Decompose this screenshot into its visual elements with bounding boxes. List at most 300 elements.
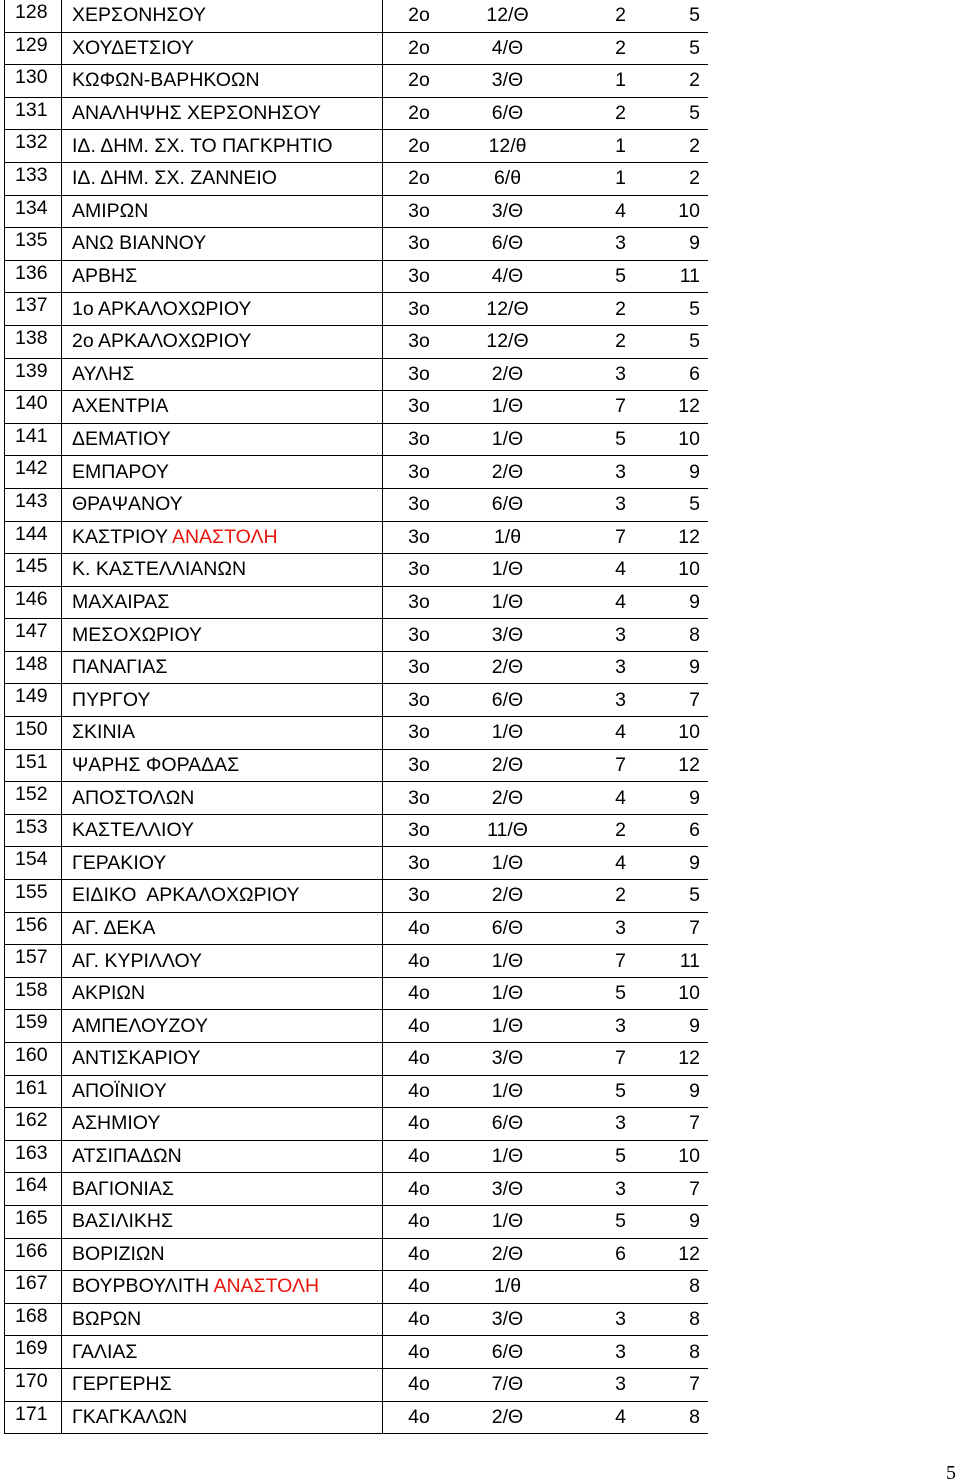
positions-cell: 3/Θ: [455, 65, 560, 98]
row-number: 150: [5, 717, 62, 750]
school-name-cell: [62, 97, 383, 130]
school-name-cell: [62, 358, 383, 391]
value-a-cell: 5: [560, 423, 626, 456]
value-a-cell: 3: [560, 912, 626, 945]
school-name-cell: [62, 1336, 383, 1369]
row-number: 160: [5, 1043, 62, 1076]
value-b-cell: 5: [626, 97, 708, 130]
school-name: ΨΑΡΗΣ ΦΟΡΑΔΑΣ: [72, 753, 240, 776]
row-number: 136: [5, 260, 62, 293]
school-name: ΒΑΣΙΛΙΚΗΣ: [72, 1210, 174, 1233]
school-name-cell: [62, 162, 383, 195]
value-b-cell: 2: [626, 130, 708, 163]
row-number: 157: [5, 945, 62, 978]
table-row: [5, 1108, 709, 1141]
school-name-cell: [62, 1401, 383, 1434]
table-row: [5, 749, 709, 782]
positions-cell: 3/Θ: [455, 1173, 560, 1206]
table-row: [5, 1271, 709, 1304]
row-number: 165: [5, 1205, 62, 1238]
school-name-cell: [62, 456, 383, 489]
table-row: [5, 488, 709, 521]
school-name-cell: [62, 1238, 383, 1271]
school-name-cell: [62, 684, 383, 717]
row-number: 158: [5, 977, 62, 1010]
row-number: 168: [5, 1303, 62, 1336]
table-row: [5, 195, 709, 228]
positions-cell: 1/Θ: [455, 423, 560, 456]
table-row: [5, 293, 709, 326]
grade-cell: 3ο: [383, 651, 456, 684]
school-name-cell: [62, 32, 383, 65]
grade-cell: 3ο: [383, 749, 456, 782]
value-a-cell: 7: [560, 1043, 626, 1076]
row-number: 156: [5, 912, 62, 945]
grade-cell: 3ο: [383, 488, 456, 521]
grade-cell: 4ο: [383, 1271, 456, 1304]
row-number: 141: [5, 423, 62, 456]
grade-cell: 4ο: [383, 1368, 456, 1401]
school-name: ΘΡΑΨΑΝΟΥ: [72, 493, 183, 516]
row-number: 142: [5, 456, 62, 489]
school-name-cell: [62, 847, 383, 880]
value-b-cell: 12: [626, 521, 708, 554]
school-name-cell: [62, 1368, 383, 1401]
value-b-cell: 8: [626, 1303, 708, 1336]
school-name-cell: [62, 521, 383, 554]
table-row: [5, 847, 709, 880]
value-a-cell: 3: [560, 1368, 626, 1401]
row-number: 164: [5, 1173, 62, 1206]
positions-cell: 1/Θ: [455, 1205, 560, 1238]
table-row: [5, 391, 709, 424]
grade-cell: 2ο: [383, 0, 456, 32]
row-number: 145: [5, 554, 62, 587]
value-b-cell: 11: [626, 260, 708, 293]
grade-cell: 2ο: [383, 162, 456, 195]
value-a-cell: 3: [560, 1108, 626, 1141]
row-number: 148: [5, 651, 62, 684]
school-name: ΑΓ. ΔΕΚΑ: [72, 916, 156, 939]
school-name: ΑΝΑΛΗΨΗΣ ΧΕΡΣΟΝΗΣΟΥ: [72, 102, 322, 125]
value-b-cell: 5: [626, 488, 708, 521]
row-number: 146: [5, 586, 62, 619]
row-number: 152: [5, 782, 62, 815]
school-name: ΣΚΙΝΙΑ: [72, 721, 135, 744]
school-name-cell: [62, 130, 383, 163]
positions-cell: 6/Θ: [455, 228, 560, 261]
school-name: ΧΕΡΣΟΝΗΣΟΥ: [72, 4, 207, 27]
school-name: ΑΧΕΝΤΡΙΑ: [72, 395, 169, 418]
value-a-cell: 2: [560, 0, 626, 32]
row-number: 130: [5, 65, 62, 98]
school-name-cell: [62, 0, 383, 32]
value-a-cell: 4: [560, 847, 626, 880]
row-number: 144: [5, 521, 62, 554]
grade-cell: 4ο: [383, 977, 456, 1010]
value-b-cell: 8: [626, 1271, 708, 1304]
value-b-cell: 9: [626, 847, 708, 880]
table-row: [5, 717, 709, 750]
row-number: 171: [5, 1401, 62, 1434]
positions-cell: 6/Θ: [455, 1108, 560, 1141]
positions-cell: 6/θ: [455, 162, 560, 195]
row-number: 153: [5, 814, 62, 847]
grade-cell: 4ο: [383, 1401, 456, 1434]
school-name-cell: [62, 260, 383, 293]
grade-cell: 2ο: [383, 32, 456, 65]
row-number: 128: [5, 0, 62, 32]
value-a-cell: 3: [560, 456, 626, 489]
school-name-cell: [62, 1108, 383, 1141]
positions-cell: 1/Θ: [455, 586, 560, 619]
value-b-cell: 11: [626, 945, 708, 978]
school-name: ΒΟΥΡΒΟΥΛΙΤΗ: [72, 1275, 214, 1298]
table-row: [5, 782, 709, 815]
school-name-cell: [62, 814, 383, 847]
table-row: [5, 814, 709, 847]
value-a-cell: 1: [560, 162, 626, 195]
value-a-cell: 7: [560, 391, 626, 424]
positions-cell: 4/Θ: [455, 32, 560, 65]
school-name-cell: [62, 651, 383, 684]
positions-cell: 12/Θ: [455, 293, 560, 326]
positions-cell: 1/Θ: [455, 1010, 560, 1043]
row-number: 151: [5, 749, 62, 782]
table-row: [5, 945, 709, 978]
value-a-cell: 5: [560, 1140, 626, 1173]
value-b-cell: 9: [626, 228, 708, 261]
table-row: [5, 228, 709, 261]
school-name: ΑΤΣΙΠΑΔΩΝ: [72, 1145, 182, 1168]
grade-cell: 4ο: [383, 1043, 456, 1076]
positions-cell: 4/Θ: [455, 260, 560, 293]
table-row: [5, 423, 709, 456]
school-name-cell: [62, 1205, 383, 1238]
value-b-cell: 12: [626, 749, 708, 782]
school-name-cell: [62, 977, 383, 1010]
school-name: ΜΑΧΑΙΡΑΣ: [72, 590, 170, 613]
school-name: ΑΚΡΙΩΝ: [72, 982, 146, 1005]
value-a-cell: 4: [560, 782, 626, 815]
value-b-cell: 12: [626, 1238, 708, 1271]
row-number: 161: [5, 1075, 62, 1108]
school-name: ΑΡΒΗΣ: [72, 265, 138, 288]
suspension-note: ΑΝΑΣΤΟΛΗ: [213, 1275, 320, 1298]
row-number: 129: [5, 32, 62, 65]
school-name-cell: [62, 912, 383, 945]
table-row: [5, 1238, 709, 1271]
school-name: ΕΜΠΑΡΟΥ: [72, 460, 169, 483]
value-b-cell: 10: [626, 977, 708, 1010]
grade-cell: 2ο: [383, 65, 456, 98]
value-b-cell: 12: [626, 1043, 708, 1076]
positions-cell: 6/Θ: [455, 97, 560, 130]
positions-cell: 12/Θ: [455, 0, 560, 32]
row-number: 133: [5, 162, 62, 195]
school-name-cell: [62, 293, 383, 326]
value-b-cell: 10: [626, 554, 708, 587]
table-row: [5, 912, 709, 945]
value-b-cell: 9: [626, 456, 708, 489]
value-a-cell: 4: [560, 586, 626, 619]
value-a-cell: 4: [560, 195, 626, 228]
school-name: ΑΜΠΕΛΟΥΖΟΥ: [72, 1014, 208, 1037]
school-name: ΙΔ. ΔΗΜ. ΣΧ. ΤΟ ΠΑΓΚΡΗΤΙΟ: [72, 134, 333, 157]
table-row: [5, 260, 709, 293]
value-a-cell: 3: [560, 228, 626, 261]
school-name: ΑΠΟΣΤΟΛΩΝ: [72, 786, 195, 809]
value-a-cell: 2: [560, 325, 626, 358]
table-row: [5, 456, 709, 489]
value-b-cell: 7: [626, 1108, 708, 1141]
value-a-cell: 7: [560, 521, 626, 554]
grade-cell: 3ο: [383, 260, 456, 293]
positions-cell: 12/Θ: [455, 325, 560, 358]
value-b-cell: 6: [626, 358, 708, 391]
positions-cell: 1/Θ: [455, 554, 560, 587]
table-row: [5, 1303, 709, 1336]
grade-cell: 3ο: [383, 456, 456, 489]
grade-cell: 3ο: [383, 195, 456, 228]
positions-cell: 1/Θ: [455, 717, 560, 750]
school-name: ΒΟΡΙΖΙΩΝ: [72, 1242, 165, 1265]
value-b-cell: 2: [626, 65, 708, 98]
value-b-cell: 12: [626, 391, 708, 424]
school-name-cell: [62, 945, 383, 978]
table-row: [5, 977, 709, 1010]
grade-cell: 3ο: [383, 228, 456, 261]
school-name-cell: [62, 1010, 383, 1043]
table-row: [5, 32, 709, 65]
row-number: 132: [5, 130, 62, 163]
grade-cell: 3ο: [383, 619, 456, 652]
row-number: 134: [5, 195, 62, 228]
value-a-cell: 3: [560, 619, 626, 652]
suspension-note: ΑΝΑΣΤΟΛΗ: [171, 525, 278, 548]
value-b-cell: 8: [626, 619, 708, 652]
grade-cell: 2ο: [383, 97, 456, 130]
school-name: 1ο ΑΡΚΑΛΟΧΩΡΙΟΥ: [72, 297, 252, 320]
value-b-cell: 9: [626, 651, 708, 684]
value-a-cell: 3: [560, 488, 626, 521]
row-number: 155: [5, 880, 62, 913]
school-name: ΑΥΛΗΣ: [72, 362, 135, 385]
grade-cell: 4ο: [383, 1303, 456, 1336]
value-b-cell: 9: [626, 1010, 708, 1043]
value-a-cell: 6: [560, 1238, 626, 1271]
row-number: 159: [5, 1010, 62, 1043]
value-a-cell: 5: [560, 1075, 626, 1108]
value-b-cell: 5: [626, 0, 708, 32]
positions-cell: 2/Θ: [455, 651, 560, 684]
value-a-cell: 3: [560, 1303, 626, 1336]
value-a-cell: 3: [560, 684, 626, 717]
school-name-cell: [62, 880, 383, 913]
row-number: 140: [5, 391, 62, 424]
grade-cell: 3ο: [383, 880, 456, 913]
grade-cell: 4ο: [383, 1336, 456, 1369]
value-a-cell: 2: [560, 880, 626, 913]
positions-cell: 3/Θ: [455, 1303, 560, 1336]
school-name-cell: [62, 619, 383, 652]
grade-cell: 4ο: [383, 1140, 456, 1173]
school-name-cell: [62, 391, 383, 424]
row-number: 149: [5, 684, 62, 717]
table-row: [5, 880, 709, 913]
value-a-cell: 1: [560, 65, 626, 98]
value-a-cell: 4: [560, 717, 626, 750]
value-a-cell: 2: [560, 32, 626, 65]
positions-cell: 11/Θ: [455, 814, 560, 847]
positions-cell: 2/Θ: [455, 880, 560, 913]
positions-cell: 2/Θ: [455, 1401, 560, 1434]
positions-cell: 1/θ: [455, 1271, 560, 1304]
value-b-cell: 10: [626, 717, 708, 750]
school-name-cell: [62, 65, 383, 98]
value-b-cell: 2: [626, 162, 708, 195]
value-b-cell: 9: [626, 1205, 708, 1238]
value-a-cell: 2: [560, 97, 626, 130]
value-a-cell: 4: [560, 554, 626, 587]
value-a-cell: 1: [560, 130, 626, 163]
grade-cell: 3ο: [383, 782, 456, 815]
value-a-cell: 3: [560, 1336, 626, 1369]
table-row: [5, 651, 709, 684]
grade-cell: 3ο: [383, 586, 456, 619]
school-name: ΜΕΣΟΧΩΡΙΟΥ: [72, 623, 203, 646]
row-number: 154: [5, 847, 62, 880]
table-row: [5, 358, 709, 391]
school-name: ΑΜΙΡΩΝ: [72, 199, 149, 222]
grade-cell: 3ο: [383, 684, 456, 717]
school-name: 2ο ΑΡΚΑΛΟΧΩΡΙΟΥ: [72, 330, 252, 353]
positions-cell: 1/Θ: [455, 1075, 560, 1108]
school-name-cell: [62, 586, 383, 619]
table-row: [5, 1010, 709, 1043]
table-row: [5, 684, 709, 717]
grade-cell: 3ο: [383, 358, 456, 391]
grade-cell: 4ο: [383, 945, 456, 978]
table-row: [5, 521, 709, 554]
value-b-cell: 9: [626, 782, 708, 815]
row-number: 163: [5, 1140, 62, 1173]
table-row: [5, 1140, 709, 1173]
row-number: 147: [5, 619, 62, 652]
value-a-cell: [560, 1271, 626, 1304]
positions-cell: 6/Θ: [455, 488, 560, 521]
table-row: [5, 130, 709, 163]
school-name-cell: [62, 1075, 383, 1108]
school-name: ΑΝΤΙΣΚΑΡΙΟΥ: [72, 1047, 201, 1070]
value-b-cell: 5: [626, 880, 708, 913]
school-name: ΑΓ. ΚΥΡΙΛΛΟΥ: [72, 949, 203, 972]
row-number: 170: [5, 1368, 62, 1401]
table-row: [5, 325, 709, 358]
page-number: 5: [946, 1462, 956, 1484]
table-row: [5, 1043, 709, 1076]
school-name-cell: [62, 488, 383, 521]
positions-cell: 1/Θ: [455, 977, 560, 1010]
table-row: [5, 1173, 709, 1206]
table-row: [5, 586, 709, 619]
row-number: 166: [5, 1238, 62, 1271]
table-row: [5, 554, 709, 587]
table-row: [5, 1368, 709, 1401]
school-name: ΒΑΓΙΟΝΙΑΣ: [72, 1177, 174, 1200]
school-name-cell: [62, 1043, 383, 1076]
table-row: [5, 1401, 709, 1434]
value-a-cell: 4: [560, 1401, 626, 1434]
school-name: ΚΑΣΤΕΛΛΙΟΥ: [72, 819, 194, 842]
positions-cell: 2/Θ: [455, 456, 560, 489]
value-b-cell: 6: [626, 814, 708, 847]
grade-cell: 4ο: [383, 912, 456, 945]
value-b-cell: 7: [626, 1173, 708, 1206]
school-name: ΑΝΩ ΒΙΑΝΝΟΥ: [72, 232, 207, 255]
grade-cell: 3ο: [383, 717, 456, 750]
positions-cell: 3/Θ: [455, 195, 560, 228]
row-number: 143: [5, 488, 62, 521]
positions-cell: 1/θ: [455, 521, 560, 554]
value-a-cell: 5: [560, 260, 626, 293]
positions-cell: 2/Θ: [455, 1238, 560, 1271]
school-name: ΚΩΦΩΝ-ΒΑΡΗΚΟΩΝ: [72, 69, 260, 92]
grade-cell: 4ο: [383, 1205, 456, 1238]
positions-cell: 1/Θ: [455, 945, 560, 978]
school-name: ΠΥΡΓΟΥ: [72, 688, 151, 711]
school-name-cell: [62, 1271, 383, 1304]
schools-table: [4, 0, 708, 1434]
row-number: 167: [5, 1271, 62, 1304]
grade-cell: 3ο: [383, 325, 456, 358]
grade-cell: 3ο: [383, 293, 456, 326]
school-name-cell: [62, 1303, 383, 1336]
grade-cell: 3ο: [383, 521, 456, 554]
value-b-cell: 10: [626, 423, 708, 456]
table-row: [5, 0, 709, 32]
positions-cell: 6/Θ: [455, 912, 560, 945]
grade-cell: 3ο: [383, 391, 456, 424]
value-b-cell: 7: [626, 1368, 708, 1401]
value-b-cell: 5: [626, 325, 708, 358]
school-name: ΙΔ. ΔΗΜ. ΣΧ. ΖΑΝΝΕΙΟ: [72, 167, 277, 190]
school-name: ΒΩΡΩΝ: [72, 1308, 142, 1331]
school-name: ΠΑΝΑΓΙΑΣ: [72, 656, 168, 679]
school-name: ΓΕΡΑΚΙΟΥ: [72, 851, 167, 874]
value-b-cell: 10: [626, 1140, 708, 1173]
value-a-cell: 2: [560, 293, 626, 326]
value-b-cell: 9: [626, 1075, 708, 1108]
grade-cell: 3ο: [383, 814, 456, 847]
school-name-cell: [62, 325, 383, 358]
table-row: [5, 97, 709, 130]
table-row: [5, 619, 709, 652]
grade-cell: 2ο: [383, 130, 456, 163]
grade-cell: 4ο: [383, 1010, 456, 1043]
value-a-cell: 3: [560, 651, 626, 684]
value-b-cell: 8: [626, 1336, 708, 1369]
value-a-cell: 2: [560, 814, 626, 847]
positions-cell: 6/Θ: [455, 1336, 560, 1369]
value-a-cell: 3: [560, 1010, 626, 1043]
grade-cell: 4ο: [383, 1075, 456, 1108]
row-number: 138: [5, 325, 62, 358]
table-row: [5, 1075, 709, 1108]
schools-table-body: [5, 0, 709, 1434]
school-name: ΧΟΥΔΕΤΣΙΟΥ: [72, 36, 195, 59]
grade-cell: 4ο: [383, 1108, 456, 1141]
